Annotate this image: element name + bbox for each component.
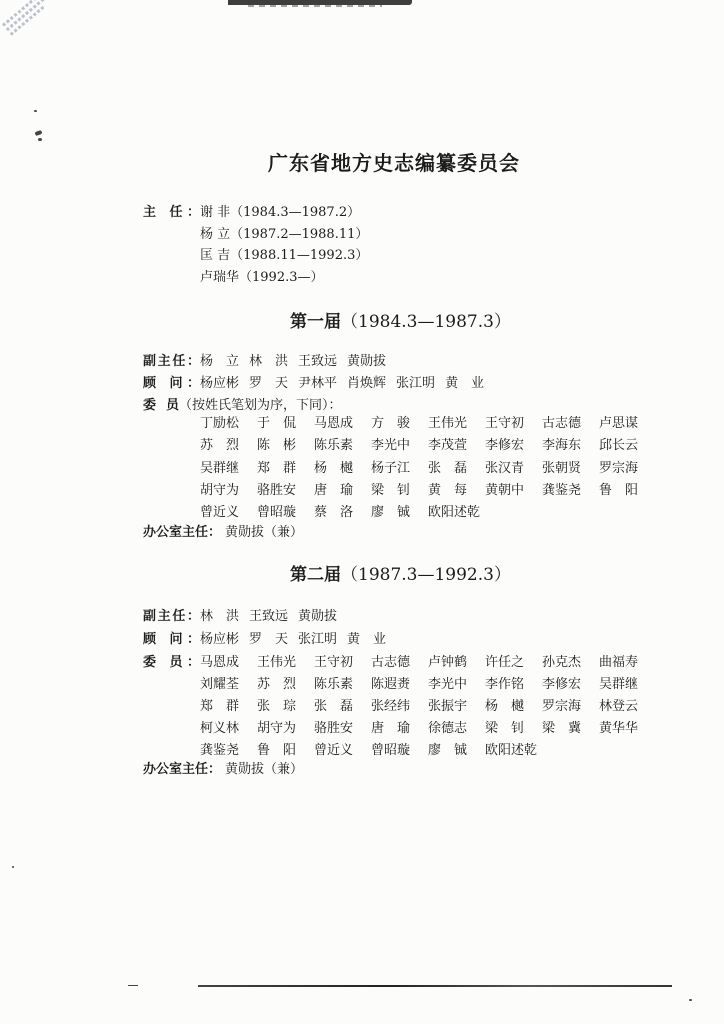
member-name: 廖 铖 bbox=[371, 505, 410, 520]
member-name: 陈遐赉 bbox=[371, 677, 411, 692]
member-name: 黄 每 bbox=[428, 482, 467, 498]
member-name: 古志德 bbox=[371, 655, 411, 670]
member-name: 罗宗海 bbox=[599, 460, 639, 476]
member-name: 张 磊 bbox=[428, 460, 467, 476]
member-name: 吴群继 bbox=[200, 460, 240, 476]
bottom-rule-line bbox=[198, 985, 672, 987]
member-name: 杨 樾 bbox=[485, 699, 524, 714]
member-name: 杨子江 bbox=[371, 460, 411, 476]
term-2-members-list bbox=[200, 652, 656, 762]
directors-section bbox=[143, 202, 368, 288]
members-label: 委 员 bbox=[143, 398, 179, 413]
vice-directors-list bbox=[200, 351, 396, 373]
term-2-members-header bbox=[143, 652, 200, 674]
member-name: 张 磊 bbox=[314, 699, 353, 714]
member-name: 徐德志 bbox=[428, 721, 468, 736]
director-entry: 谢 非（1984.3—1987.2） bbox=[200, 205, 361, 220]
term-1-office-director bbox=[143, 522, 303, 544]
advisor-name: 罗 天 bbox=[249, 632, 289, 647]
member-name: 林登云 bbox=[599, 699, 639, 714]
member-name: 张振宇 bbox=[428, 699, 468, 714]
vice-director-name: 林 洪 bbox=[200, 609, 239, 624]
member-name: 欧阳述乾 bbox=[485, 743, 538, 758]
member-name: 黄华华 bbox=[599, 721, 639, 736]
member-name: 卢钟鹤 bbox=[428, 655, 468, 670]
member-name: 胡守为 bbox=[257, 721, 297, 736]
member-name: 王伟光 bbox=[257, 655, 297, 670]
member-name: 苏 烈 bbox=[257, 677, 296, 692]
member-name: 梁 冀 bbox=[542, 721, 581, 736]
vice-directors-label: 副主任： bbox=[143, 354, 200, 369]
member-name: 罗宗海 bbox=[542, 699, 582, 714]
vice-directors-label: 副主任： bbox=[143, 609, 200, 624]
office-director-value: 黄勋拔（兼） bbox=[225, 762, 304, 777]
member-name: 龚鉴尧 bbox=[200, 743, 240, 758]
member-name: 方 骏 bbox=[371, 416, 410, 431]
advisor-name: 黄 业 bbox=[347, 632, 387, 647]
member-name: 鲁 阳 bbox=[599, 482, 638, 498]
member-name: 陈乐素 bbox=[314, 438, 354, 454]
member-name: 唐 瑜 bbox=[314, 482, 353, 498]
term-2-office-director bbox=[143, 759, 303, 781]
term-ordinal: 第一届 bbox=[290, 312, 341, 332]
member-name: 张朝贤 bbox=[542, 460, 582, 476]
member-name: 丁励松 bbox=[200, 416, 240, 431]
member-name: 曾近义 bbox=[200, 505, 240, 520]
scan-speck bbox=[38, 138, 42, 141]
member-name: 陈乐素 bbox=[314, 677, 354, 692]
member-name: 杨 樾 bbox=[314, 460, 353, 476]
advisors-label: 顾 问： bbox=[143, 632, 200, 647]
member-name: 刘耀荃 bbox=[200, 677, 240, 692]
scan-speck bbox=[34, 110, 37, 112]
member-name: 于 侃 bbox=[257, 416, 296, 431]
term-1-heading bbox=[290, 310, 511, 334]
vice-directors-list bbox=[200, 606, 347, 628]
member-name: 李作铭 bbox=[485, 677, 525, 692]
member-name: 骆胜安 bbox=[257, 482, 297, 498]
member-name: 鲁 阳 bbox=[257, 743, 296, 758]
member-name: 曲福寿 bbox=[599, 655, 639, 670]
scan-speck bbox=[35, 130, 43, 136]
vice-director-name: 王致远 bbox=[249, 609, 289, 624]
member-name: 王伟光 bbox=[428, 416, 468, 431]
watermark-stamp bbox=[0, 0, 72, 42]
member-name: 郑 群 bbox=[200, 699, 239, 714]
term-1-advisors bbox=[143, 373, 494, 395]
vice-director-name: 王致远 bbox=[298, 354, 338, 369]
member-name: 许任之 bbox=[485, 655, 525, 670]
advisor-name: 杨应彬 bbox=[200, 376, 240, 391]
vice-director-name: 黄勋拔 bbox=[347, 354, 387, 369]
member-name: 李茂萱 bbox=[428, 438, 468, 454]
member-name: 张经纬 bbox=[371, 699, 411, 714]
vice-director-name: 黄勋拔 bbox=[298, 609, 338, 624]
member-name: 李修宏 bbox=[542, 677, 582, 692]
office-director-label: 办公室主任： bbox=[143, 525, 222, 540]
members-ordering-note: （按姓氏笔划为序，下同）： bbox=[179, 398, 342, 413]
member-name: 苏 烈 bbox=[200, 438, 239, 454]
member-name: 吴群继 bbox=[599, 677, 639, 692]
term-period: （1987.3—1992.3） bbox=[341, 565, 511, 585]
member-name: 欧阳述乾 bbox=[428, 505, 481, 520]
term-period: （1984.3—1987.3） bbox=[341, 312, 511, 332]
director-entry: 匡 吉（1988.11—1992.3） bbox=[200, 248, 369, 263]
directors-list bbox=[200, 202, 368, 288]
office-director-label: 办公室主任： bbox=[143, 762, 222, 777]
directors-label: 主 任： bbox=[143, 205, 200, 220]
advisor-name: 黄 业 bbox=[445, 376, 485, 391]
member-name: 陈 彬 bbox=[257, 438, 296, 454]
member-name: 骆胜安 bbox=[314, 721, 354, 736]
advisor-name: 张江明 bbox=[298, 632, 338, 647]
members-label: 委 员： bbox=[143, 655, 200, 670]
vice-director-name: 林 洪 bbox=[249, 354, 288, 369]
member-name: 曾近义 bbox=[314, 743, 354, 758]
member-name: 邱长云 bbox=[599, 438, 639, 454]
member-name: 王守初 bbox=[485, 416, 525, 431]
term-2-advisors bbox=[143, 629, 396, 651]
member-name: 李修宏 bbox=[485, 438, 525, 454]
scan-edge-artifact bbox=[228, 0, 412, 5]
scan-speck bbox=[128, 985, 138, 986]
member-name: 李光中 bbox=[428, 677, 468, 692]
page-title: 广东省地方史志编纂委员会 bbox=[268, 151, 520, 175]
advisors-list bbox=[200, 629, 396, 651]
member-name: 郑 群 bbox=[257, 460, 296, 476]
term-2-heading bbox=[290, 563, 511, 587]
member-name: 曾昭璇 bbox=[257, 505, 297, 520]
advisor-name: 尹林平 bbox=[298, 376, 338, 391]
member-name: 龚鉴尧 bbox=[542, 482, 582, 498]
advisors-label: 顾 问： bbox=[143, 376, 200, 391]
member-name: 古志德 bbox=[542, 416, 582, 431]
member-name: 孙克杰 bbox=[542, 655, 582, 670]
member-name: 李海东 bbox=[542, 438, 582, 454]
member-name: 梁 钊 bbox=[485, 721, 524, 736]
office-director-value: 黄勋拔（兼） bbox=[225, 525, 304, 540]
member-name: 廖 铖 bbox=[428, 743, 467, 758]
member-name: 王守初 bbox=[314, 655, 354, 670]
member-name: 曾昭璇 bbox=[371, 743, 411, 758]
member-name: 梁 钊 bbox=[371, 482, 410, 498]
advisor-name: 罗 天 bbox=[249, 376, 289, 391]
director-entry: 杨 立（1987.2—1988.11） bbox=[200, 226, 369, 242]
vice-director-name: 杨 立 bbox=[200, 354, 239, 369]
term-2-vice-directors bbox=[143, 606, 347, 628]
term-1-vice-directors bbox=[143, 351, 396, 373]
member-name: 李光中 bbox=[371, 438, 411, 454]
member-name: 张汉青 bbox=[485, 460, 525, 476]
director-entry: 卢瑞华（1992.3—） bbox=[200, 269, 324, 285]
member-name: 卢思谋 bbox=[599, 416, 639, 431]
advisor-name: 肖焕辉 bbox=[347, 376, 387, 391]
member-name: 胡守为 bbox=[200, 482, 240, 498]
member-name: 黄朝中 bbox=[485, 482, 525, 498]
scan-speck bbox=[689, 999, 692, 1001]
member-name: 柯义林 bbox=[200, 721, 240, 736]
advisor-name: 张江明 bbox=[396, 376, 436, 391]
member-name: 张 琮 bbox=[257, 699, 296, 714]
scan-speck bbox=[12, 866, 14, 868]
member-name: 唐 瑜 bbox=[371, 721, 410, 736]
advisors-list bbox=[200, 373, 494, 395]
member-name: 马恩成 bbox=[314, 416, 354, 431]
term-1-members-list bbox=[200, 413, 656, 524]
advisor-name: 杨应彬 bbox=[200, 632, 240, 647]
member-name: 蔡 洛 bbox=[314, 505, 353, 520]
member-name: 马恩成 bbox=[200, 655, 240, 670]
term-ordinal: 第二届 bbox=[290, 565, 341, 585]
